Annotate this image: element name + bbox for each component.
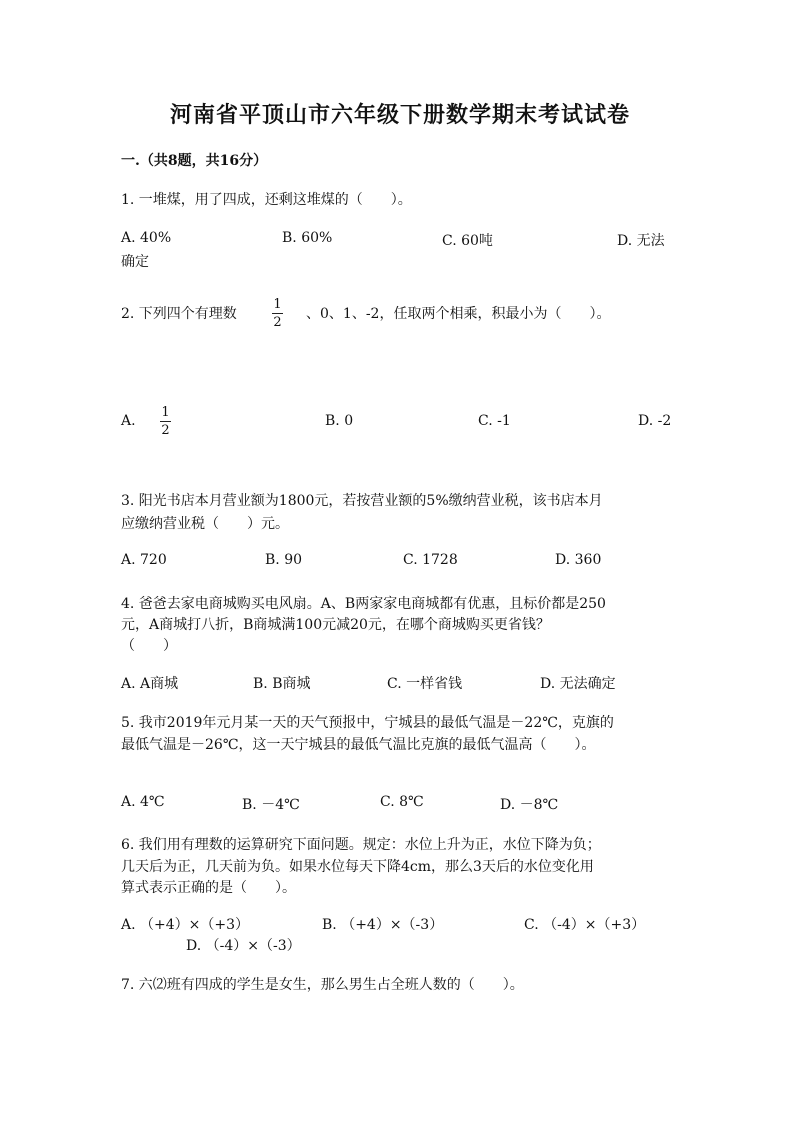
question-2-option-c: C. -1 — [478, 413, 511, 429]
question-1-option-c: C. 60吨 — [442, 233, 493, 249]
page-title: 河南省平顶山市六年级下册数学期末考试试卷 — [169, 102, 630, 128]
question-5-line-1: 5. 我市2019年元月某一天的天气预报中，宁城县的最低气温是－22℃，克旗的 — [121, 715, 614, 731]
question-4-line-2: 元，A商城打八折，B商城满100元减20元，在哪个商城购买更省钱？ — [121, 617, 550, 633]
question-3-option-a: A. 720 — [121, 552, 167, 568]
question-6-line-2: 几天后为正，几天前为负。如果水位每天下降4cm，那么3天后的水位变化用 — [121, 859, 594, 875]
question-6-line-3: 算式表示正确的是（ ）。 — [121, 880, 296, 896]
question-4-option-b: B. B商城 — [253, 676, 311, 692]
question-2-stem-end: 、0、1、-2，任取两个相乘，积最小为（ ）。 — [306, 306, 611, 322]
question-1-stem: 1. 一堆煤，用了四成，还剩这堆煤的（ ）。 — [121, 192, 412, 208]
question-5-option-d: D. －8℃ — [500, 797, 559, 813]
fraction-denominator: 2 — [273, 315, 282, 330]
question-6-option-b: B. （+4）×（-3） — [322, 917, 444, 933]
question-3-line-1: 3. 阳光书店本月营业额为1800元，若按营业额的5%缴纳营业税，该书店本月 — [121, 493, 603, 509]
question-1-option-d: D. 无法 — [617, 233, 665, 249]
question-4-option-d: D. 无法确定 — [540, 676, 616, 692]
question-3-option-c: C. 1728 — [403, 552, 458, 568]
question-4-line-3: （ ） — [121, 638, 177, 654]
fraction-numerator: 1 — [161, 405, 170, 420]
question-6-line-1: 6. 我们用有理数的运算研究下面问题。规定：水位上升为正，水位下降为负； — [121, 837, 601, 853]
question-2-option-a-fraction — [160, 405, 171, 438]
question-1-option-b: B. 60% — [282, 230, 333, 246]
question-5-option-a: A. 4℃ — [121, 794, 165, 810]
question-3-option-d: D. 360 — [555, 552, 602, 568]
question-2-stem-start: 2. 下列四个有理数 — [121, 306, 237, 322]
question-2-fraction — [272, 297, 283, 330]
fraction-denominator: 2 — [161, 423, 170, 438]
question-7-stem: 7. 六⑵班有四成的学生是女生，那么男生占全班人数的（ ）。 — [121, 977, 524, 993]
question-2-option-d: D. -2 — [638, 413, 672, 429]
fraction-numerator: 1 — [273, 297, 282, 312]
question-2-option-b: B. 0 — [325, 413, 354, 429]
question-6-option-d: D. （-4）×（-3） — [186, 938, 301, 954]
fraction-bar — [272, 313, 283, 314]
question-1-option-d-wrap: 确定 — [121, 254, 149, 270]
fraction-bar — [160, 421, 171, 422]
question-5-line-2: 最低气温是－26℃，这一天宁城县的最低气温比克旗的最低气温高（ ）。 — [121, 737, 596, 753]
question-1-option-a: A. 40% — [121, 230, 172, 246]
question-5-option-c: C. 8℃ — [380, 794, 424, 810]
question-6-option-a: A. （+4）×（+3） — [121, 917, 250, 933]
question-4-option-a: A. A商城 — [121, 676, 179, 692]
question-4-line-1: 4. 爸爸去家电商城购买电风扇。A、B两家家电商城都有优惠，且标价都是250 — [121, 596, 606, 612]
question-4-option-c: C. 一样省钱 — [387, 676, 463, 692]
section-heading: 一.（共8题，共16分） — [121, 153, 268, 169]
question-2-option-a: A. — [121, 413, 136, 429]
question-6-option-c: C. （-4）×（+3） — [524, 917, 646, 933]
question-5-option-b: B. －4℃ — [242, 797, 300, 813]
question-3-option-b: B. 90 — [265, 552, 303, 568]
question-3-line-2: 应缴纳营业税（ ）元。 — [121, 516, 289, 532]
